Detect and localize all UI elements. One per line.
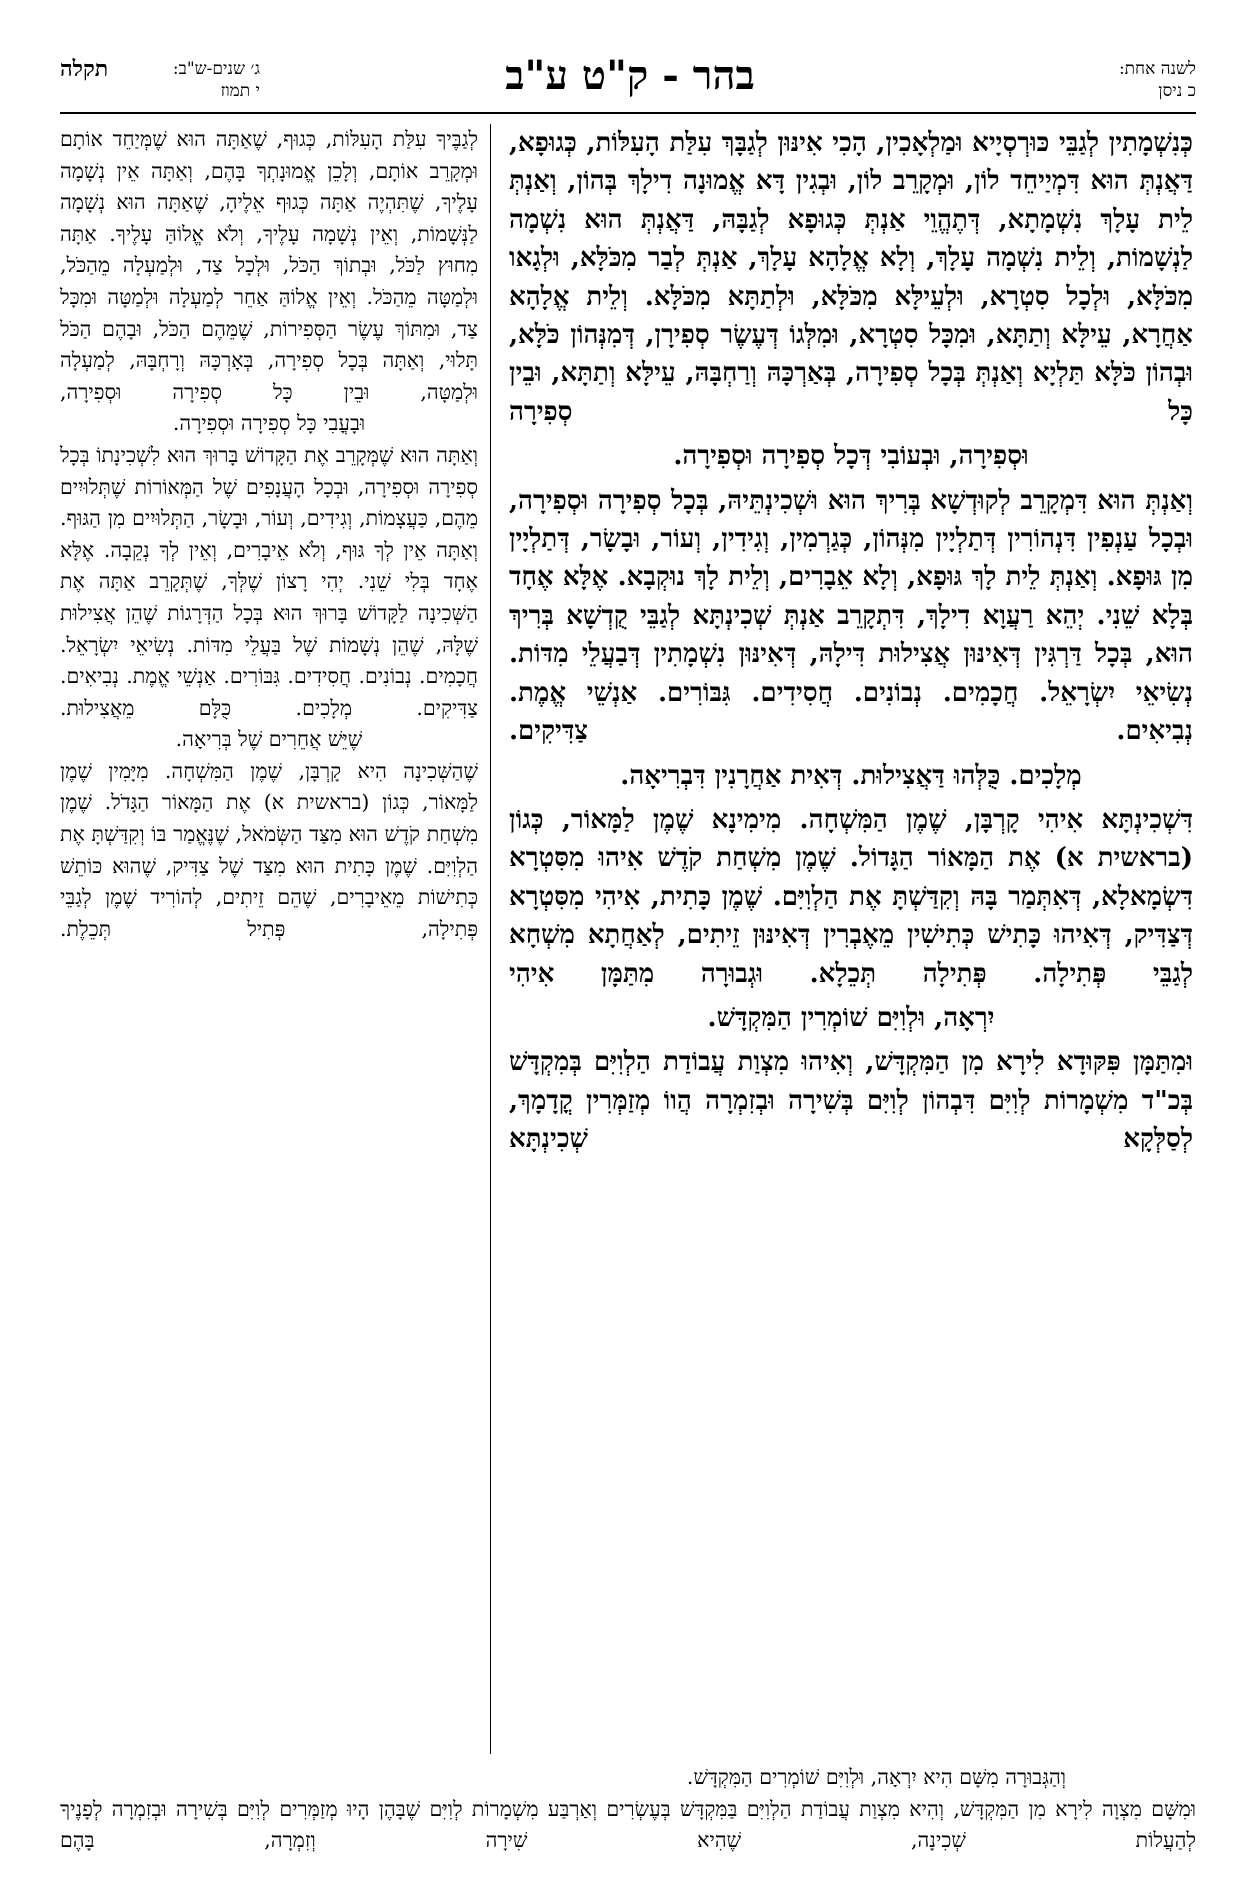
main-paragraph-3-end: יִרְאָה, וּלְוִיִּם שׁוֹמְרִין הַמִּקְדָּשׁ. [707, 1002, 995, 1033]
side-paragraph-2-end: שֶׁיֵּשׁ אֲחֵרִים שֶׁל בְּרִיאָה. [175, 727, 363, 752]
column-divider [490, 124, 491, 1754]
bottom-text [60, 1762, 1196, 1857]
main-paragraph-2: וְאַנְתְּ הוּא דִּמְקָרֵב לְקוּדְשָׁא בְּרִיךְ הוּא וּשְׁכִינְתֵּיהּ, בְּכָל סְפִירָה וּסְפִירָה, וּבְכָל עַנְפִין דִּנְהוֹרִין דְּתַלְיָין מִנְּהוֹן, כְּגַרְמִין, וְגִידִין, וְעוֹר, וּבָשָׂר, דְּתַלְיָין מִן גּוּפָא. וְאַנְתְּ לֵית לָךְ גּוּפָא, וְלָא אֵבָרִים, וְלֵית לָךְ נוּקְבָא. אֶלָּא אֶחָד בְּלָא שֵׁנִי. יְהֵא רַעֲוָא דִילָךְ, דִּתְקָרֵב אַנְתְּ שְׁכִינְתָּא לְגַבֵּי קֻדְשָׁא בְּרִיךְ הוּא, בְּכָל דַּרְגִּין דְּאִינּוּן אֲצִילוּת דִּילָהּ, דְּאִינּוּן נִשְׁמָתִין דְּבַעֲלֵי מִדּוֹת. נְשִׂיאֵי יִשְׂרָאֵל. חֲכָמִים. נְבוֹנִים. חֲסִידִים. גִּבּוֹרִים. אַנְשֵׁי אֱמֶת. נְבִיאִים. צַדִּיקִים. [509, 485, 1193, 747]
main-paragraph-4: וּמִתַּמָּן פִּקּוּדָא לִירָא מִן הַמִּקְדָּשׁ, וְאִיהוּ מִצְוַת עֲבוֹדַת הַלְוִיִּם בְּמִקְדָּשׁ בְּכ"ד מִשְׁמָרוֹת לְוִיִּם דִּבְהוֹן לְוִיִּם בְּשִׁירָה וּבְזִמְרָה הֲווֹ מְזַמְּרִין קֳדָמָךְ, לְסַלְּקָא שְׁכִינְתָּא [509, 1047, 1193, 1155]
side-paragraph-2: וְאַתָּה הוּא שֶׁמְּקָרֵב אֶת הַקָּדוֹשׁ בָּרוּךְ הוּא לִשְׁכִינָתוֹ בְּכָל סְפִירָה וּסְפִירָה, וּבְכָל הָעֲנָפִים שֶׁל הַמְּאוֹרוֹת שֶׁתְּלוּיִים מֵהֶם, כַּעֲצָמוֹת, וְגִידִים, וְעוֹר, וּבָשָׂר, הַתְּלוּיִים מִן הַגּוּף. וְאַתָּה אֵין לְךָ גּוּף, וְלֹא אֵיבָרִים, וְאֵין לְךָ נְקֵבָה. אֶלָּא אֶחָד בְּלִי שֵׁנִי. יְהִי רָצוֹן שֶׁלְּךָ, שֶׁתְּקָרֵב אַתָּה אֶת הַשְּׁכִינָה לַקָּדוֹשׁ בָּרוּךְ הוּא בְּכָל הַדְּרָגוֹת שֶׁהֵן אֲצִילוּת שֶׁלָּהּ, שֶׁהֵן נְשָׁמוֹת שֶׁל בַּעֲלֵי מִדּוֹת. נְשִׂיאֵי יִשְׂרָאֵל. חֲכָמִים. נְבוֹנִים. חֲסִידִים. גִּבּוֹרִים. אַנְשֵׁי אֱמֶת. נְבִיאִים. צַדִּיקִים. מְלָכִים. כֻּלָּם מֵאֲצִילוּת. [60, 442, 478, 720]
header-rule [60, 112, 1196, 114]
header-left-line2: י תמוז [220, 81, 260, 101]
page-header [60, 52, 1196, 112]
page-title: בהר - ק"ט ע"ב [505, 52, 755, 99]
side-paragraph-1-end: וּבָעֳבִי כָּל סְפִירָה וּסְפִירָה. [172, 411, 366, 436]
bottom-paragraph: וּמִשָּׁם מִצְוָה לִירָא מִן הַמִּקְדָּשׁ, וְהִיא מִצְוַת עֲבוֹדַת הַלְוִיִּם בַּמִּקְדָּשׁ בְּעֶשְׂרִים וְאַרְבַּע מִשְׁמָרוֹת לְוִיִּם שֶׁבָּהֶן הָיוּ מְזַמְּרִים לְוִיִּם בְּשִׁירָה וּבְזִמְרָה לְפָנֶיךָ לְהַעֲלוֹת שְׁכִינָה, שֶׁהִיא שִׁירָה וְזִמְרָה, בָּהֶם [60, 1796, 1196, 1852]
bottom-line-1: וְהַגְּבוּרָה מִשָּׁם הִיא יִרְאָה, וּלְוִיִּם שׁוֹמְרִים הַמִּקְדָּשׁ. [686, 1765, 1066, 1789]
main-paragraph-1-end: וּסְפִירָה, וּבְעוֹבִי דְּכָל סְפִירָה וּסְפִירָה. [673, 441, 1029, 472]
side-paragraph-3: שֶׁהַשְּׁכִינָה הִיא קָרְבָּן, שֶׁמֶן הַמִּשְׁחָה. מִיָּמִין שֶׁמֶן לַמָּאוֹר, כְּגוֹן (בראשית א) אֶת הַמָּאוֹר הַגָּדֹל. שֶׁמֶן מִשְׁחַת קֹדֶשׁ הוּא מִצַּד הַשְּׂמֹאל, שֶׁנֶּאֱמַר בּוֹ וְקִדַּשְׁתָּ אֶת הַלְוִיִּם. שֶׁמֶן כָּתִית הוּא מִצַּד שֶׁל צַדִּיק, שֶׁהוּא כּוֹתֵשׁ כְּתִישׁוֹת מֵאֵיבָרִים, שֶׁהֵם זֵיתִים, לְהוֹרִיד שֶׁמֶן לְגַבֵּי פְּתִילָה, פְּתִיל תְּכֵלֶת. [60, 758, 478, 941]
header-left-word: תקלה [60, 56, 109, 82]
header-right-line1: לשנה אחת: [1118, 59, 1196, 79]
header-left-line1: ג׳ שנים-ש"ב: [172, 59, 260, 79]
side-paragraph-1: לְגַבֶּיךָ עִלַּת הָעִלּוֹת, כְּגוּף, שֶׁאַתָּה הוּא שֶׁמְּיַחֵד אוֹתָם וּמְקָרֵב אוֹתָם, וְלָכֵן אֱמוּנָתְךָ בָּהֶם, וְאַתָּה אֵין נְשָׁמָה עָלֶיךָ, שֶׁתִּהְיֶה אַתָּה כְּגוּף אֵלֶיהָ, שֶׁאַתָּה הוּא נְשָׁמָה לַנְּשָׁמוֹת, וְאֵין נְשָׁמָה עָלֶיךָ, וְלֹא אֱלוֹהַּ עָלֶיךָ. אַתָּה מִחוּץ לַכֹּל, וּבְתוֹךְ הַכֹּל, וּלְכָל צַד, וּלְמַעְלָה מֵהַכֹּל, וּלְמַטָּה מֵהַכֹּל. וְאֵין אֱלוֹהַּ אַחֵר לְמַעְלָה וּלְמַטָּה וּמִכָּל צַד, וּמִתּוֹךְ עֶשֶׂר הַסְּפִירוֹת, שֶׁמֵּהֶם הַכֹּל, וּבָהֶם הַכֹּל תָּלוּי, וְאַתָּה בְּכָל סְפִירָה, בְּאָרְכָּהּ וְרָחְבָּהּ, לְמַעְלָה וּלְמַטָּה, וּבֵין כָּל סְפִירָה וּסְפִירָה, [60, 127, 478, 404]
header-left [60, 58, 260, 102]
main-column [509, 124, 1193, 1165]
translation-column [60, 124, 478, 945]
main-paragraph-2-end: מְלָכִים. כֻּלְּהוּ דַּאֲצִילוּת. דְּאִית אַחֲרָנִין דִּבְרִיאָה. [620, 760, 1082, 791]
header-right [996, 58, 1196, 102]
header-right-line2: כ ניסן [1158, 81, 1196, 101]
main-paragraph-1: כְּנִשְׁמָתִין לְגַבֵּי כּוּרְסְיָיא וּמַלְאָכִין, הָכִי אִינּוּן לְגַבָּךְ עִלַּת הָעִלּוֹת, כְּגוּפָא, דַּאֲנְתְּ הוּא דִּמְיַיחֵד לוֹן, וּמְקָרֵב לוֹן, וּבְגִין דָּא אֱמוּנָה דִילָךְ בְּהוֹן, וְאַנְתְּ לֵית עָלָךְ נִשְׁמָתָא, דְּתֶהֱוֵי אַנְתְּ כְּגוּפָא לְגַבָּהּ, דַּאֲנְתְּ הוּא נִשְׁמָה לַנְשָׁמוֹת, וְלֵית נִשְׁמָה עָלָךְ, וְלָא אֱלָהָא עָלָךְ, אַנְתְּ לְבַר מִכֹּלָּא, וּלְגָאו מִכֹּלָּא, וּלְכָל סִטְרָא, וּלְעֵילָּא מִכֹּלָּא, וּלְתַתָּא מִכֹּלָּא. וְלֵית אֱלָהָא אַחֲרָא, עֵילָּא וְתַתָּא, וּמִכָּל סִטְרָא, וּמִלְּגוֹ דְּעֶשֶׂר סְפִירָן, דְּמִנְּהוֹן כֹּלָּא, וּבְהוֹן כֹּלָּא תַּלְיָא וְאַנְתְּ בְּכָל סְפִירָה, בְּאַרְכָּהּ וְרַחְבָּהּ, עֵילָּא וְתַתָּא, וּבֵין כָּל סְפִירָה [509, 128, 1193, 427]
main-paragraph-3: דִּשְׁכִינְתָּא אִיהִי קָרְבָּן, שֶׁמֶן הַמִּשְׁחָה. מִימִינָא שֶׁמֶן לַמָּאוֹר, כְּגוֹן (בראשית א) אֶת הַמָּאוֹר הַגָּדוֹל. שֶׁמֶן מִשְׁחַת קֹדֶשׁ אִיהוּ מִסִּטְרָא דִּשְׂמָאלָא, דְּאִתְּמַר בָּהּ וְקִדַּשְׁתָּ אֶת הַלְוִיִּם. שֶׁמֶן כָּתִית, אִיהִי מִסִּטְרָא דְּצַדִּיק, דְּאִיהוּ כָּתִישׁ כְּתִישִׁין מֵאֶבְרִין דְּאִינּוּן זֵיתִים, לְאַחֲתָא מִשְׁחָא לְגַבֵּי פְּתִילָה. פְּתִילָה תְּכֵלָא. וּגְבוּרָה מִתַּמָּן אִיהִי [509, 804, 1193, 989]
